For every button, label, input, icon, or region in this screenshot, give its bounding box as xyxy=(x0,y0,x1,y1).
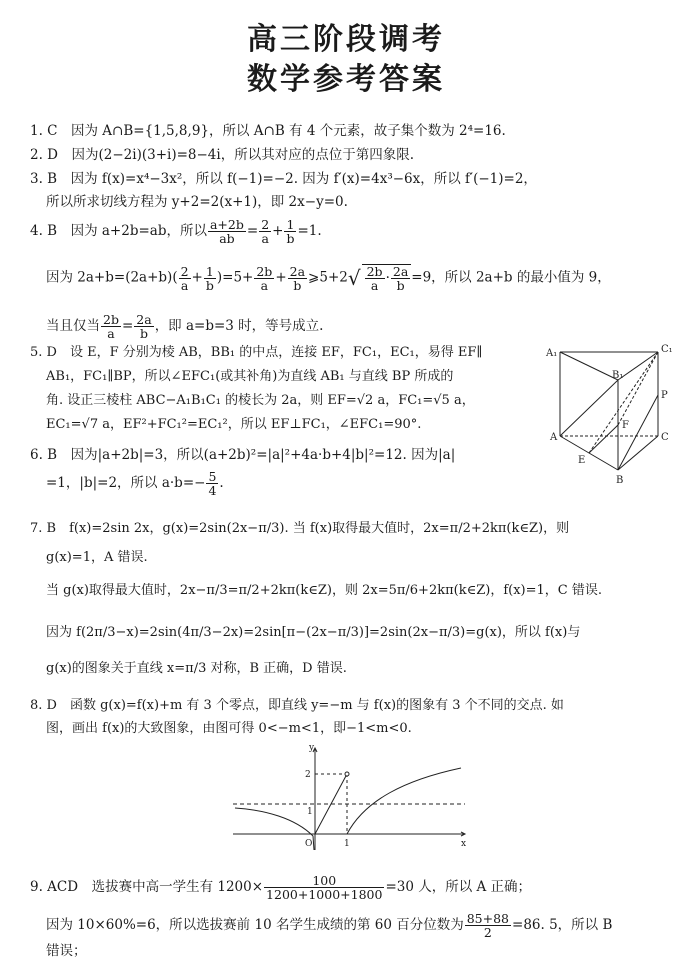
segment-f-c1 xyxy=(618,352,658,425)
sqrt-body xyxy=(362,264,412,292)
text-segment: 当且仅当 xyxy=(46,318,100,334)
answer-7-line-1: 7. B f(x)=2sin 2x，g(x)=2sin(2x−π/3). 当 f(x)取得最大值时，2x=π/2+2kπ(k∈Z)，则 xyxy=(30,521,570,536)
label-one-x: 1 xyxy=(344,839,350,849)
fraction-numerator: 1 xyxy=(284,218,296,232)
answer-7-line-5: g(x)的图象关于直线 x=π/3 对称，B 正确，D 错误. xyxy=(46,661,347,676)
fraction xyxy=(101,313,121,340)
text-segment: 因为 10×60%=6，所以选拔赛前 10 名学生成绩的第 60 百分位数为 xyxy=(46,917,464,933)
answer-8-line-1: 8. D 函数 g(x)=f(x)+m 有 3 个零点，即直线 y=−m 与 f(x)的图象有 3 个不同的交点. 如 xyxy=(30,698,564,713)
text-segment: ，即 a=b=3 时，等号成立. xyxy=(154,318,324,334)
text-segment: + xyxy=(272,223,284,239)
answer-7-line-2: g(x)=1，A 错误. xyxy=(46,550,148,565)
text-segment: =86. 5，所以 B xyxy=(512,917,613,933)
fraction xyxy=(391,265,410,292)
label-one-y: 1 xyxy=(307,807,313,817)
fraction-denominator: a xyxy=(370,278,379,293)
edge-b-c xyxy=(618,436,658,470)
title-line-2: 数学参考答案 xyxy=(247,62,445,97)
fraction-denominator: b xyxy=(139,326,148,341)
label-b: B xyxy=(616,475,624,486)
answer-6-line-2 xyxy=(46,470,224,497)
fraction-numerator: 2b xyxy=(256,263,273,279)
segment-e-c1 xyxy=(589,352,658,453)
fraction-numerator: 2a xyxy=(136,312,152,327)
label-y: y xyxy=(309,743,315,753)
fraction-denominator: b xyxy=(205,277,214,293)
label-a: A xyxy=(550,432,558,443)
answer-3-line-2: 所以所求切线方程为 y+2=2(x+1)，即 2x−y=0. xyxy=(46,194,348,210)
answer-3-line-1: 3. B 因为 f(x)=x⁴−3x²，所以 f(−1)=−2. 因为 f′(x)=4x³−6x，所以 f′(−1)=2， xyxy=(30,171,537,187)
title-line-1: 高三阶段调考 xyxy=(247,22,445,57)
fraction-numerator: 5 xyxy=(208,469,217,484)
fraction xyxy=(204,265,216,292)
answer-5-line-2: AB₁，FC₁∥BP，所以∠EFC₁(或其补角)为直线 AB₁ 与直线 BP 所成的 xyxy=(46,369,454,384)
answer-5-line-4: EC₁=√7 a，EF²+FC₁²=EC₁²，所以 EF⊥FC₁，∠EFC₁=90°. xyxy=(46,417,422,432)
fraction xyxy=(134,313,153,340)
sqrt-sign: √ xyxy=(347,266,361,290)
fraction-denominator: a xyxy=(107,326,115,341)
text-segment: )=5+ xyxy=(216,269,254,286)
answer-7-line-4: 因为 f(2π/3−x)=2sin(4π/3−2x)=2sin[π−(2x−π/3)]=2sin(2x−π/3)=g(x)，所以 f(x)与 xyxy=(46,625,581,640)
answer-4-line-3 xyxy=(46,313,323,340)
label-b1: B₁ xyxy=(612,370,624,381)
answer-5-line-1: 5. D 设 E，F 分别为棱 AB，BB₁ 的中点，连接 EF，FC₁，EC₁，易得 EF∥ xyxy=(30,345,483,360)
fraction-numerator: a+2b xyxy=(209,217,244,232)
fraction-numerator: 2a xyxy=(392,264,409,279)
text-segment: =1. xyxy=(297,223,322,239)
fraction xyxy=(259,218,271,245)
label-c1: C₁ xyxy=(661,344,673,355)
fraction-denominator: 4 xyxy=(208,483,217,498)
label-p: P xyxy=(661,390,668,401)
text-segment: 9. ACD 选拔赛中高一学生有 1200× xyxy=(30,879,264,895)
fraction-denominator: a xyxy=(261,231,269,246)
answer-9-line-1 xyxy=(30,874,531,901)
text-segment: + xyxy=(191,269,203,286)
fraction-numerator: 2b xyxy=(366,264,383,279)
text-segment: =30 人，所以 A 正确； xyxy=(385,879,532,895)
answer-5-line-3: 角. 设正三棱柱 ABC−A₁B₁C₁ 的棱长为 2a，则 EF=√2 a，FC₁=√5 a， xyxy=(46,393,475,408)
fraction xyxy=(179,265,191,292)
label-c: C xyxy=(661,432,669,443)
fraction-denominator: a xyxy=(260,277,269,293)
fraction xyxy=(206,470,218,497)
fraction-numerator: 1 xyxy=(204,265,216,279)
fraction-numerator: 100 xyxy=(264,874,384,888)
edge-b1-c1 xyxy=(618,352,658,380)
fraction-numerator: 2b xyxy=(103,312,119,327)
answer-2: 2. D 因为(2−2i)(3+i)=8−4i，所以其对应的点位于第四象限. xyxy=(30,147,414,163)
fraction-numerator: 2 xyxy=(261,217,270,232)
fraction-denominator: 2 xyxy=(483,925,492,940)
answer-7-line-3: 当 g(x)取得最大值时，2x−π/3=π/2+2kπ(k∈Z)，则 2x=5π/6+2kπ(k∈Z)，f(x)=1，C 错误. xyxy=(46,583,602,598)
fraction xyxy=(284,218,296,245)
fraction-denominator: 1200+1000+1800 xyxy=(266,887,383,902)
answer-6-line-1: 6. B 因为|a+2b|=3，所以(a+2b)²=|a|²+4a·b+4|b|²=12. 因为|a| xyxy=(30,447,456,463)
fraction xyxy=(365,265,385,292)
fraction xyxy=(254,265,274,292)
fraction-denominator: ab xyxy=(219,231,235,246)
answer-9-line-3: 错误； xyxy=(46,943,87,959)
text-segment: 4. B 因为 a+2b=ab，所以 xyxy=(30,223,207,239)
text-segment: ⩾5+2 xyxy=(308,269,348,286)
answer-8-line-2: 图，画出 f(x)的大致图象，由图可得 0<−m<1，即−1<m<0. xyxy=(46,721,412,736)
label-e: E xyxy=(578,455,586,466)
fraction xyxy=(208,218,246,245)
fraction-denominator: b xyxy=(286,231,295,246)
fraction-denominator: b xyxy=(293,277,302,293)
function-graph-figure xyxy=(225,740,475,855)
edge-a1-b1 xyxy=(560,352,618,380)
fraction-numerator: 85+88 xyxy=(466,911,510,926)
fraction-numerator: 2 xyxy=(180,263,189,279)
text-segment: =9，所以 2a+b 的最小值为 9， xyxy=(411,269,611,286)
segment-e-f xyxy=(589,425,618,453)
fraction xyxy=(264,874,384,901)
open-point xyxy=(345,772,349,776)
segment-a-b1 xyxy=(560,380,618,436)
text-segment: . xyxy=(219,475,224,491)
fraction-denominator: b xyxy=(396,278,405,293)
answer-4-line-2 xyxy=(46,264,611,292)
text-segment: = xyxy=(121,318,134,334)
text-segment: · xyxy=(385,270,390,286)
text-segment: =1，|b|=2，所以 a·b=− xyxy=(46,475,206,491)
answer-4-line-1 xyxy=(30,218,322,245)
text-segment: 因为 2a+b=(2a+b)( xyxy=(46,269,178,286)
curve-right-branch xyxy=(347,768,461,834)
fraction-denominator: a xyxy=(180,277,189,293)
curve-left-branch xyxy=(235,808,314,850)
label-origin: O xyxy=(305,839,313,849)
answer-9-line-2 xyxy=(46,912,612,939)
fraction-numerator: 2a xyxy=(289,263,306,279)
label-x: x xyxy=(461,839,467,849)
fraction xyxy=(288,265,307,292)
label-a1: A₁ xyxy=(546,348,558,359)
prism-figure xyxy=(540,340,680,490)
label-f: F xyxy=(622,420,629,431)
text-segment: = xyxy=(246,223,259,239)
label-two: 2 xyxy=(305,770,311,780)
segment-b-p xyxy=(618,395,658,470)
fraction xyxy=(465,912,511,939)
text-segment: + xyxy=(275,269,287,286)
answer-1: 1. C 因为 A∩B={1,5,8,9}，所以 A∩B 有 4 个元素，故子集个数为 2⁴=16. xyxy=(30,123,506,139)
